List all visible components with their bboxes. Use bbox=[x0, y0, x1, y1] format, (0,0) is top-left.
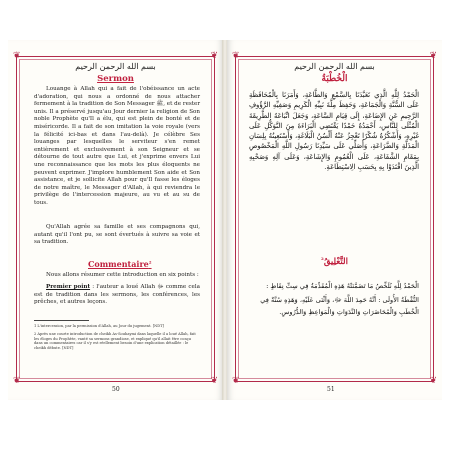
commentary-line: النُّقْطَةُ الأُولَى : أَنَّهُ حَمِدَ اللَّهَ ﷻ، وَأَثْنَى عَلَيْهِ، وَهَذِهِ سُنَّةٌ فِي bbox=[260, 296, 419, 304]
page-number: 51 bbox=[327, 386, 335, 393]
right-page bbox=[227, 40, 442, 400]
corner-ornament: ❦ bbox=[232, 51, 240, 61]
corner-ornament: ❦ bbox=[210, 376, 218, 386]
sermon-paragraph: Qu'Allah agrée sa famille et ses compagnons qui, autant qu'il l'ont pu, se sont évertués à suivre sa voie et sa tradition. bbox=[34, 224, 200, 246]
corner-ornament: ❦ bbox=[210, 51, 218, 61]
footnote-rule bbox=[34, 320, 89, 321]
section-title: الْخُطْبَةُ bbox=[321, 74, 348, 84]
basmala: بسم الله الرحمن الرحيم bbox=[75, 62, 156, 71]
basmala: بسم الله الرحمن الرحيم bbox=[294, 62, 375, 71]
commentary-title-arabic: التَّعْلِيقُ$^2$ bbox=[321, 256, 348, 267]
point-text: : l'auteur a loué Allah ﷻ comme cela est de tradition dans les sermons, les conférences, les prêches, et autres leçons. bbox=[34, 284, 200, 306]
sermon-paragraph-arabic: الْحَمْدُ لِلَّهِ الَّذِي تَعَبَّدَنَا بِالسَّمْعِ وَالطَّاعَةِ، وَأَمَرَنَا بِالْمُحَافَظَةِ عَلَى السُّنَّةِ وَالْجَمَاعَةِ، وَحَفِظَ مِلَّةَ نَبِيِّهِ الْكَرِيمِ وَصَفِيِّهِ الرَّؤُوفِ الرَّحِيمِ عَنِ الإِضَاعَةِ، إِلَى قِيَامِ السَّاعَةِ، وَجَعَلَ اتِّبَاعَهُ الطَّرِيقَةَ الْمُثْلَى لِلنَّاسِ، أَحْمَدُهُ حَمْدًا يَقْتَضِي الْبَرَاءَةَ مِنَ التَّوَكُّلِ عَلَى غَيْرِهِ، وَأَشْكُرُهُ شُكْرًا تَعْجِزُ عَنْهُ أَلْسُنُ الْبَلَاغَةِ، وَأَسْتَعِينُهُ بِلِسَانِ الْمَذَلَّةِ وَالضَّرَاعَةِ، وَأُصَلِّي عَلَى سَيِّدِنَا رَسُولِ اللَّهِ الْمَخْصُوصِ بِمَقَامِ الشَّفَاعَةِ، عَلَى الْعُمُومِ وَالإِشَاعَةِ، وَعَلَى آلِهِ وَصَحْبِهِ الَّذِينَ اقْتَدَوْا بِهِ بِحَسَبِ الِاسْتِطَاعَةِ. bbox=[249, 91, 419, 172]
footnote: 1 L'intercession, par la permission d'Allah, au Jour du jugement. [NDT] bbox=[34, 324, 164, 328]
section-title: Sermon bbox=[97, 74, 134, 84]
sermon-paragraph: Louange à Allah qui a fait de l'obéissance un acte d'adoration, qui nous a ordonné de nous attacher fermement à la tradition de Son Messager ﷺ, et de rester unis. Il a préservé jusqu'au Jour dernier la religion de Son noble Prophète qu'Il a élu, qui est plein de bonté et de miséricorde. Il a fait de son imitation la voie royale (vers la félicité ici-bas et dans l'au-delà). Je célèbre Ses louanges par lesquelles le serviteur s'en remet entièrement et exclusivement à son Seigneur et se détourne de tout autre que Lui, et j'exprime envers Lui une reconnaissance que les mots les plus éloquents ne peuvent exprimer. J'implore humblement Son aide et Son assistance, et je sollicite Allah pour qu'Il fasse les éloges de notre maître, le Messager d'Allah, à qui reviendra le privilège de l'intercession majeure, au vu et au su de tous. bbox=[34, 86, 200, 206]
corner-ornament: ❦ bbox=[232, 376, 240, 386]
footnote: 2 Après une courte introduction de cheikh As-Souhaymi dans laquelle il a loué Allah, fait les éloges du Prophète, vanté sa sermons grandiose, et expliqué qu'il allait être conçu dans un commentaires car il s'y est réellement besoin d'une explication détaillée : le cheikh débute. [NDT] bbox=[34, 332, 196, 350]
corner-ornament: ❦ bbox=[13, 51, 21, 61]
commentary-title: Commentaire$^2$ bbox=[88, 259, 152, 269]
commentary-line: الْحَمْدُ لِلَّهِ نُلَخِّصُ مَا تَضَمَّنَتْهُ هَذِهِ الْمُقَدِّمَةُ فِي سِتِّ نِقَاطٍ : bbox=[266, 282, 419, 290]
left-page bbox=[8, 40, 223, 400]
commentary-line: الْخُطَبِ وَالْمُحَاضَرَاتِ وَالنَّدَوَاتِ وَالْمَوَاعِظِ وَالدُّرُوسِ. bbox=[279, 308, 419, 316]
corner-ornament: ❦ bbox=[429, 51, 437, 61]
commentary-intro: Nous allons résumer cette introduction en six points : bbox=[46, 272, 199, 278]
page-number: 50 bbox=[112, 386, 120, 393]
first-point bbox=[34, 284, 200, 307]
point-label: Premier point bbox=[46, 284, 91, 290]
corner-ornament: ❦ bbox=[429, 376, 437, 386]
corner-ornament: ❦ bbox=[13, 376, 21, 386]
open-book bbox=[8, 40, 442, 400]
